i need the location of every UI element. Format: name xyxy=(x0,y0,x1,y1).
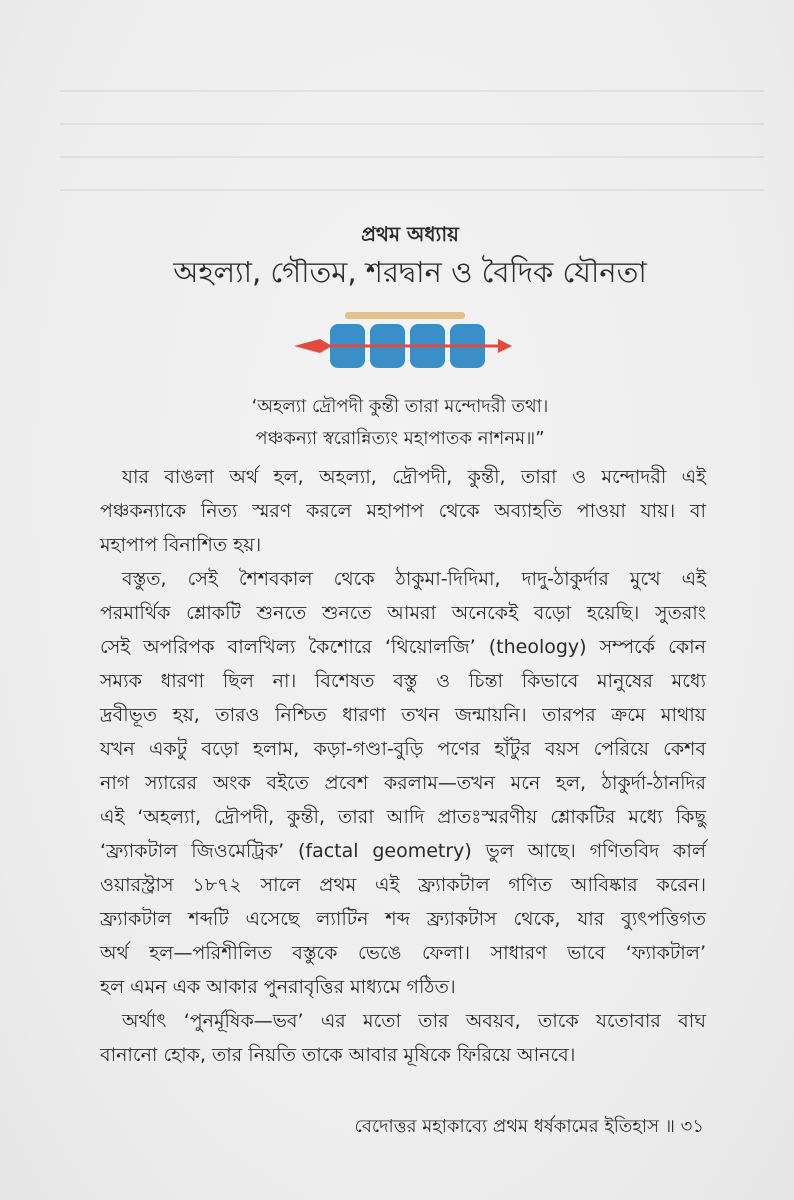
text-line: বানানো হোক, তার নিয়তি তাকে আবার মূষিকে ফিরিয়ে আনবে। xyxy=(100,1044,576,1066)
text-line: সেই অপরিপক বালখিল্য কৈশোরে ‘থিয়োলজি’ (theology) সম্পর্কে কোন xyxy=(100,636,706,658)
verse-line: ‘অহল্যা দ্রৌপদী কুন্তী তারা মন্দোদরী তথা। xyxy=(251,396,549,417)
text-line: যার বাঙলা অর্থ হল, অহল্যা, দ্রৌপদী, কুন্তী, তারা ও মন্দোদরী এই xyxy=(122,466,706,488)
text-line: বস্তুত, সেই শৈশবকাল থেকে ঠাকুমা-দিদিমা, দাদু-ঠাকুর্দার মুখে এই xyxy=(122,568,706,590)
text-line: নাগ স্যারের অংক বইতে প্রবেশ করলাম—তখন মনে হল, ঠাকুর্দা-ঠানদির xyxy=(100,772,706,794)
text-line: অর্থ হল—পরিশীলিত বস্তুকে ভেঙে ফেলা। সাধারণ ভাবে ‘ফ্যাকটাল’ xyxy=(100,942,706,964)
text-line: মহাপাপ বিনাশিত হয়। xyxy=(100,534,262,556)
text-line: হল এমন এক আকার পুনরাবৃত্তির মাধ্যমে গঠিত। xyxy=(100,976,456,998)
chapter-title: অহল্যা, গৌতম, শরদ্বান ও বৈদিক যৌনতা xyxy=(173,255,647,289)
bleed-through-text xyxy=(60,90,764,210)
text-line: সম্যক ধারণা ছিল না। বিশেষত বস্তু ও চিন্তা কিভাবে মানুষের মধ্যে xyxy=(100,670,706,692)
text-line: ওয়ারস্ট্রাস ১৮৭২ সালে প্রথম এই ফ্র্যাকটাল গণিত আবিষ্কার করেন। xyxy=(100,874,706,896)
text-line: ফ্র্যাকটাল শব্দটি এসেছে ল্যাটিন শব্দ ফ্র্যাকটাস থেকে, যার ব্যুৎপত্তিগত xyxy=(100,908,706,930)
text-line: দ্রবীভূত হয়, তারও নিশ্চিত ধারণা তখন জন্মায়নি। তারপর ক্রমে মাথায় xyxy=(100,704,706,726)
text-line: যখন একটু বড়ো হলাম, কড়া-গণ্ডা-বুড়ি পণের হাঁটুর বয়স পেরিয়ে কেশব xyxy=(100,738,706,760)
body-text xyxy=(100,460,706,1072)
text-line: পঞ্চকন্যাকে নিত্য স্মরণ করলে মহাপাপ থেকে অব্যাহতি পাওয়া যায়। বা xyxy=(100,500,706,522)
text-line: এই ‘অহল্যা, দ্রৌপদী, কুন্তী, তারা আদি প্রাতঃস্মরণীয় শ্লোকটির মধ্যে কিছু xyxy=(100,806,706,828)
chapter-label: প্রথম অধ্যায় xyxy=(361,222,459,246)
running-footer: বেদোত্তর মহাকাব্যে প্রথম ধর্ষকামের ইতিহাস ॥ ৩১ xyxy=(354,1116,704,1137)
text-line: ‘ফ্র্যাকটাল জিওমেট্রিক’ (factal geometry) ভুল আছে। গণিতবিদ কার্ল xyxy=(100,840,706,862)
verse-line: পঞ্চকন্যা স্বরোন্নিত্যং মহাপাতক নাশনম॥” xyxy=(255,428,545,449)
text-line: পরমার্থিক শ্লোকটি শুনতে শুনতে আমরা অনেকেই বড়ো হয়েছি। সুতরাং xyxy=(100,602,706,624)
watermark-logo xyxy=(290,306,520,376)
text-line: অর্থাৎ ‘পুনর্মূষিক—ভব’ এর মতো তার অবয়ব, তাকে যতোবার বাঘ xyxy=(122,1010,706,1032)
